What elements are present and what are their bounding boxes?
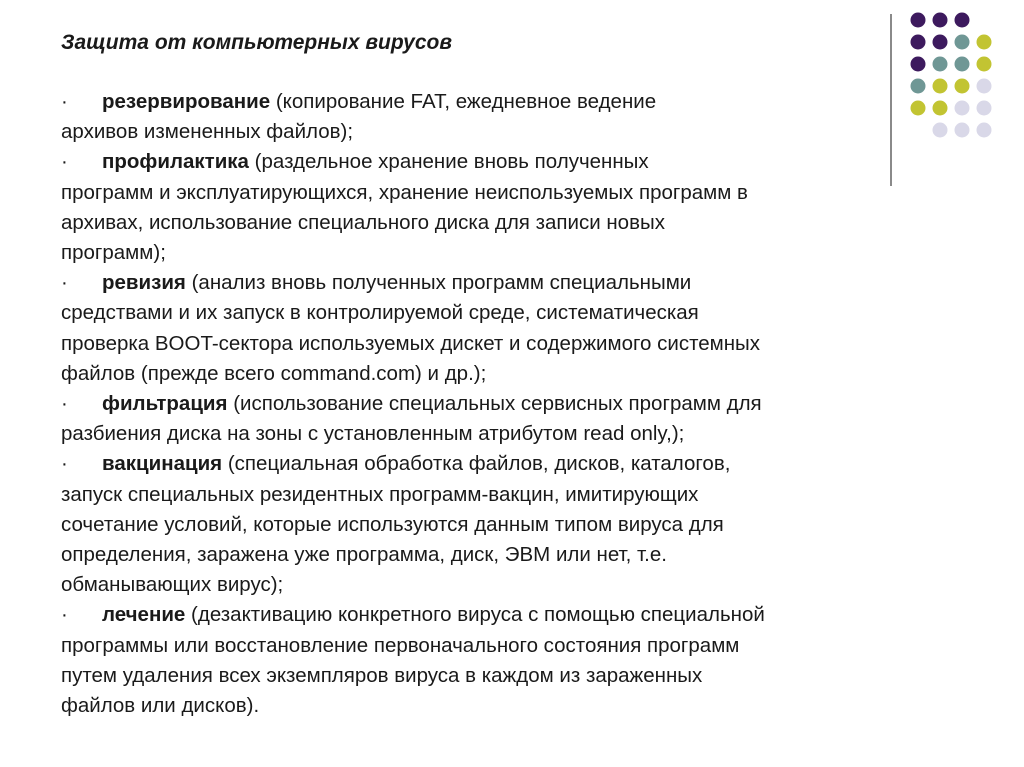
list-item (61, 449, 946, 600)
description: архивах, использование специального диска для записи новых (61, 210, 665, 234)
description: запуск специальных резидентных программ-вакцин, имитирующих (61, 482, 699, 506)
description: программы или восстановление первоначального состояния программ (61, 633, 740, 657)
description: (анализ вновь полученных программ специальными (191, 271, 692, 295)
description: разбиения диска на зоны с установленным атрибутом read only,); (61, 422, 685, 446)
decor-dot (977, 35, 992, 50)
description: архивов измененных файлов); (61, 120, 354, 144)
description: сочетание условий, которые используются данным типом вируса для (61, 512, 724, 536)
decor-dot (911, 13, 926, 28)
term: резервирование (102, 90, 271, 113)
term: вакцинация (102, 452, 223, 476)
list-item (61, 389, 946, 449)
description: программ и эксплуатирующихся, хранение неиспользуемых программ в (61, 180, 748, 204)
decor-dot (955, 35, 970, 50)
decor-dot (933, 57, 948, 72)
decor-dot (911, 57, 926, 72)
decor-dot (977, 57, 992, 72)
description: проверка BOOT-сектора используемых дискет и содержимого системных (61, 331, 761, 355)
term: ревизия (102, 271, 186, 295)
description: (раздельное хранение вновь полученных (254, 150, 649, 174)
decor-dot (955, 57, 970, 72)
decor-dot (911, 35, 926, 50)
decor-dot (977, 123, 992, 138)
description: (специальная обработка файлов, дисков, каталогов, (227, 452, 731, 476)
description: (дезактивацию конкретного вируса с помощью специальной (191, 603, 765, 627)
decor-dot (955, 123, 970, 138)
description: (использование специальных сервисных программ для (233, 392, 762, 416)
list-item (61, 600, 946, 721)
decor-dot (955, 101, 970, 116)
list-item (61, 147, 946, 268)
list-item (61, 87, 946, 147)
term: лечение (102, 603, 186, 627)
term: фильтрация (102, 392, 228, 416)
bullet-marker: · (61, 150, 68, 174)
list-item (61, 268, 946, 389)
description: обманывающих вирус); (61, 573, 284, 597)
bullet-list (61, 87, 946, 721)
decor-dot (933, 35, 948, 50)
description: файлов или дисков). (61, 694, 260, 718)
description: средствами и их запуск в контролируемой среде, систематическая (61, 301, 699, 325)
description: программ); (61, 241, 166, 265)
term: профилактика (102, 150, 249, 174)
bullet-marker: · (61, 603, 68, 627)
description: (копирование FAT, ежедневное ведение (275, 90, 657, 113)
bullet-marker: · (61, 271, 68, 295)
bullet-marker: · (61, 90, 68, 113)
decor-dot (977, 101, 992, 116)
bullet-marker: · (61, 392, 68, 416)
decor-dot (955, 13, 970, 28)
slide-title: Защита от компьютерных вирусов (61, 31, 453, 54)
decor-dot (933, 13, 948, 28)
description: определения, заражена уже программа, диск, ЭВМ или нет, т.е. (61, 543, 667, 567)
description: файлов (прежде всего command.com) и др.); (61, 361, 487, 385)
decor-dot (977, 79, 992, 94)
decor-dot (955, 79, 970, 94)
bullet-marker: · (61, 452, 68, 476)
description: путем удаления всех экземпляров вируса в каждом из зараженных (61, 663, 703, 687)
